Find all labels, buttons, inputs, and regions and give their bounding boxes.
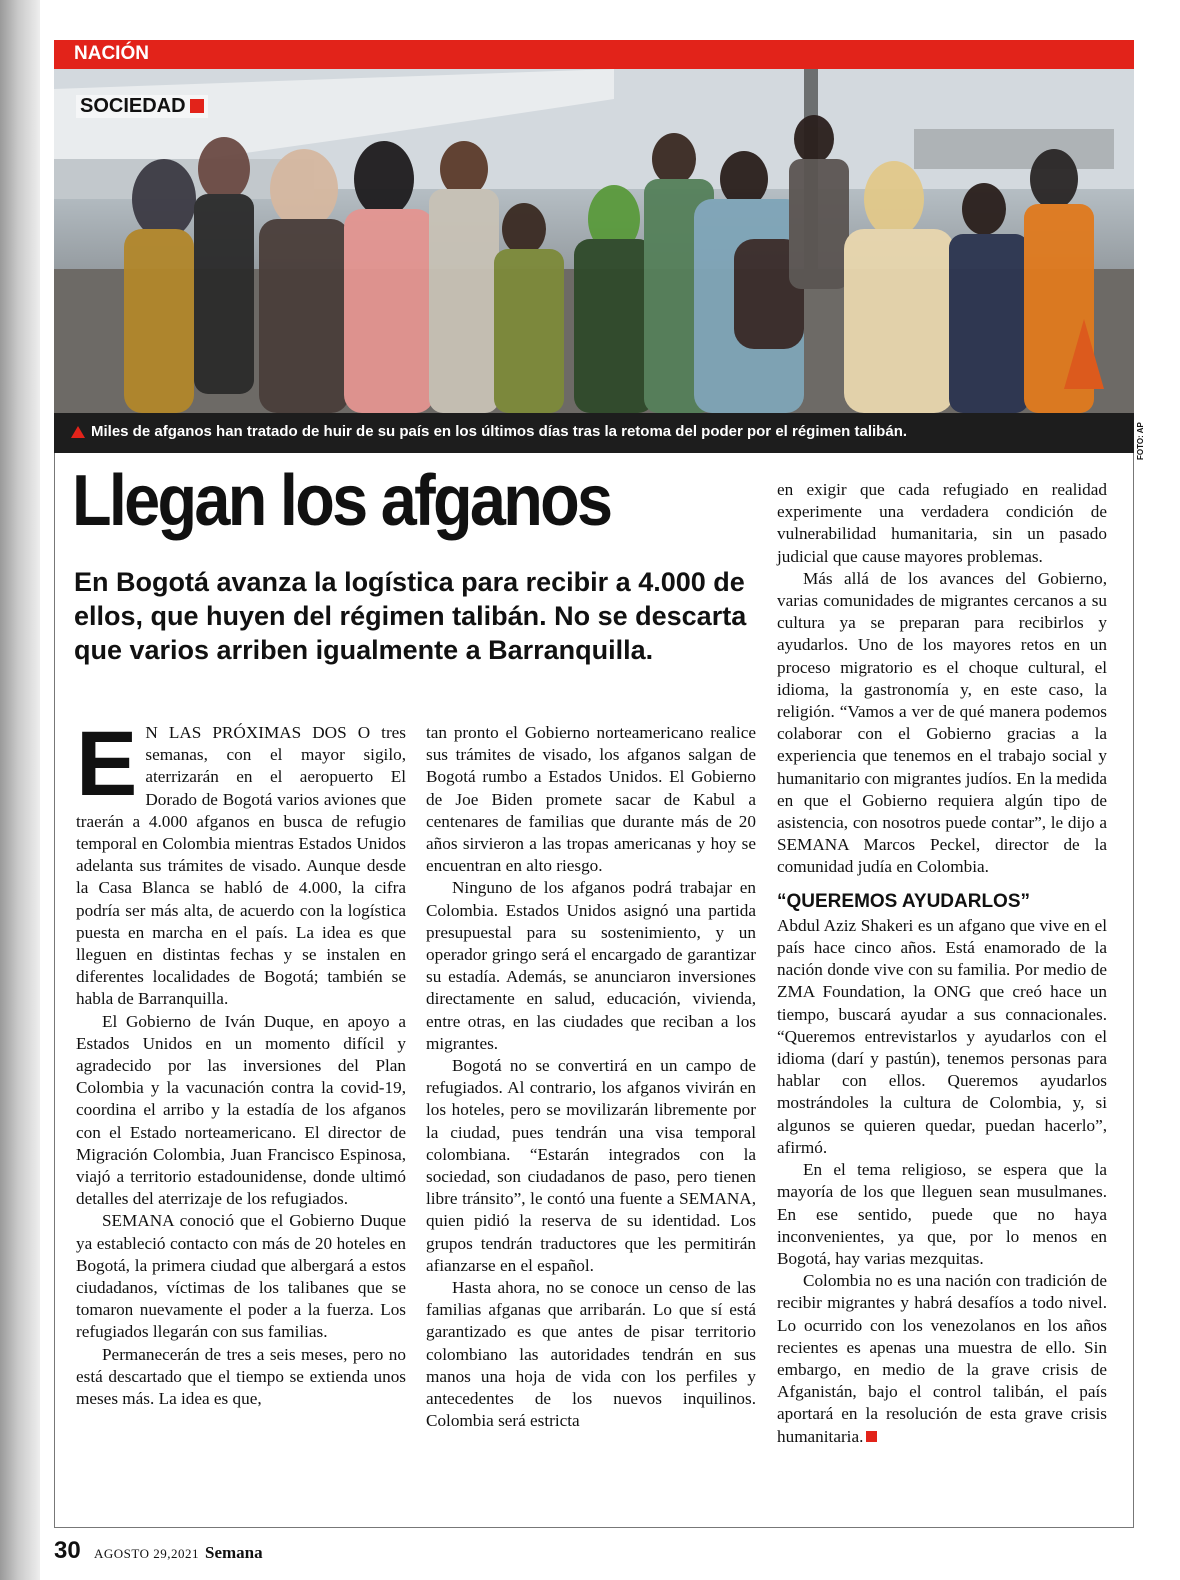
subsection-tag [76, 95, 208, 118]
paragraph-13 [777, 1270, 1107, 1448]
page-binding-shadow [0, 0, 40, 1580]
magazine-page [40, 0, 1180, 1580]
paragraph-1-text: N LAS PRÓXIMAS DOS O tres semanas, con el mayor sigilo, aterrizarán en el aeropuerto El Dorado de Bogotá varios aviones que traerán a 4.000 afganos en busca de refugio temporal en Colombia mientras Estados Unidos adelanta sus trámites de visado. Aunque desde la Casa Blanca se habló de 4.000, la cifra podría ser más alta, de acuerdo con la logística puesta en marcha en el país. La idea es que lleguen en distintas fechas y se instalen en diferentes localidades de Bogotá; también se habla de Barranquilla. [76, 723, 406, 1009]
column-2 [426, 722, 756, 1433]
issue-date: AGOSTO 29,2021 [94, 1546, 199, 1561]
paragraph-6: Ninguno de los afganos podrá trabajar en Colombia. Estados Unidos asignó una partida presupuestal para su sostenimiento, y un operador gringo será el encargado de garantizar su estadía. Además, se anunciaron inversiones directamente en salud, educación, vivienda, entre otras, en las ciudades que reciban a los migrantes. [426, 878, 756, 1053]
paragraph-9: en exigir que cada refugiado en realidad experimente una verdadera condición de vulnerabilidad humanitaria, sin un pasado judicial que cause mayores problemas. [777, 480, 1107, 566]
article-headline: Llegan los afganos [72, 461, 611, 541]
article-deck: En Bogotá avanza la logística para recibir a 4.000 de ellos, que huyen del régimen talibán. No se descarta que varios arriben igualmente a Barranquilla. [74, 567, 747, 665]
photo-caption-bar [54, 413, 1134, 453]
paragraph-13-text: Colombia no es una nación con tradición de recibir migrantes y habrá desafíos a todo nivel. Lo ocurrido con los venezolanos en los años recientes es apenas una muestra de ello. Sin embargo, en medio de la grave crisis de Afganistán, bajo el control talibán, el país aportará en la resolución de esta grave crisis humanitaria. [777, 1271, 1107, 1446]
paragraph-10: Más allá de los avances del Gobierno, varias comunidades de migrantes cercanos a su cultura ya se preparan para recibirlos y ayudarlos. Uno de los mayores retos en un proceso migratorio es el choque cultural, el idioma, la gastronomía y, en este caso, la religión. “Vamos a ver de qué manera podemos colaborar con el Gobierno gracias a la experiencia que tenemos en el trabajo social y humanitario con migrantes judíos. En la medida en que el Gobierno requiera algún tipo de asistencia, con nosotros puede contar”, le dijo a SEMANA Marcos Peckel, director de la comunidad judía en Colombia. [777, 568, 1107, 877]
paragraph-11: Abdul Aziz Shakeri es un afgano que vive en el país hace cinco años. Está enamorado de la nación donde vive con su familia. Por medio de ZMA Foundation, la ONG que creó hace un tiempo, buscará ayudar a sus connacionales. “Queremos entrevistarlos y ayudarlos con el idioma (darí y pastún), tenemos personas para hablar con ellos. Queremos ayudarlos mostrándoles la cultura de Colombia, y, si algunos se quieren quedar, puedan hacerlo”, afirmó. [777, 915, 1107, 1157]
photo-caption: Miles de afganos han tratado de huir de su país en los últimos días tras la retoma del poder por el régimen talibán. [91, 423, 908, 440]
red-square-icon [190, 99, 204, 113]
end-mark-icon [866, 1431, 877, 1442]
paragraph-2: El Gobierno de Iván Duque, en apoyo a Estados Unidos en un momento difícil y agradecido por las inversiones del Plan Colombia y la vacunación contra la covid-19, coordina el arribo y la estadía de los afganos con el Estado norteamericano. El director de Migración Colombia, Juan Francisco Espinosa, viajó a territorio estadounidense, donde ultimó detalles del aterrizaje de los refugiados. [76, 1011, 406, 1209]
column-3 [777, 479, 1107, 1448]
drop-cap: E [76, 713, 138, 815]
photo-credit: FOTO: AP [1136, 422, 1145, 460]
article-photo [54, 69, 1134, 413]
subheading: “QUEREMOS AYUDARLOS” [777, 890, 1031, 912]
paragraph-1 [76, 713, 406, 1011]
paragraph-8: Hasta ahora, no se conoce un censo de las familias afganas que arribarán. Lo que sí está garantizado es que antes de pisar territorio colombiano las autoridades tendrán en sus manos una hoja de vida con los perfiles y antecedentes de los nuevos inquilinos. Colombia será estricta [426, 1278, 756, 1431]
magazine-name: Semana [205, 1543, 263, 1562]
column-1 [76, 713, 406, 1410]
page-number: 30 [54, 1537, 81, 1564]
paragraph-3: SEMANA conoció que el Gobierno Duque ya estableció contacto con más de 20 hoteles en Bogotá, la primera ciudad que albergará a estos ciudadanos, víctimas de los talibanes que se tomaron nuevamente el poder a la fuerza. Los refugiados llegarán con sus familias. [76, 1211, 406, 1342]
photo-illustration [54, 69, 1134, 413]
section-band [54, 40, 1134, 69]
section-label: NACIÓN [74, 43, 149, 64]
paragraph-7: Bogotá no se convertirá en un campo de refugiados. Al contrario, los afganos vivirán en los hoteles, pero se movilizarán libremente por la ciudad, pues tendrán una visa temporal colombiana. “Estarán integrados con la sociedad, son ciudadanos de paso, pero tienen libre tránsito”, le contó una fuente a SEMANA, quien pidió la reserva de su identidad. Los grupos tendrán traductores que les permitirán afianzarse en el español. [426, 1056, 756, 1275]
paragraph-12: En el tema religioso, se espera que la mayoría de los que lleguen sean musulmanes. En ese sentido, puede que no haya inconvenientes, ya que, por lo menos en Bogotá, hay varias mezquitas. [777, 1160, 1107, 1268]
triangle-icon [71, 426, 85, 438]
paragraph-4: Permanecerán de tres a seis meses, pero no está descartado que el tiempo se extienda unos meses más. La idea es que, [76, 1344, 406, 1409]
subsection-label: SOCIEDAD [80, 95, 186, 117]
paragraph-5: tan pronto el Gobierno norteamericano realice sus trámites de visado, los afganos salgan de Bogotá rumbo a Estados Unidos. El Gobierno de Joe Biden promete sacar de Kabul a centenares de familias que durante más de 20 años sirvieron a las tropas americanas y hoy se encuentran en alto riesgo. [426, 723, 756, 876]
